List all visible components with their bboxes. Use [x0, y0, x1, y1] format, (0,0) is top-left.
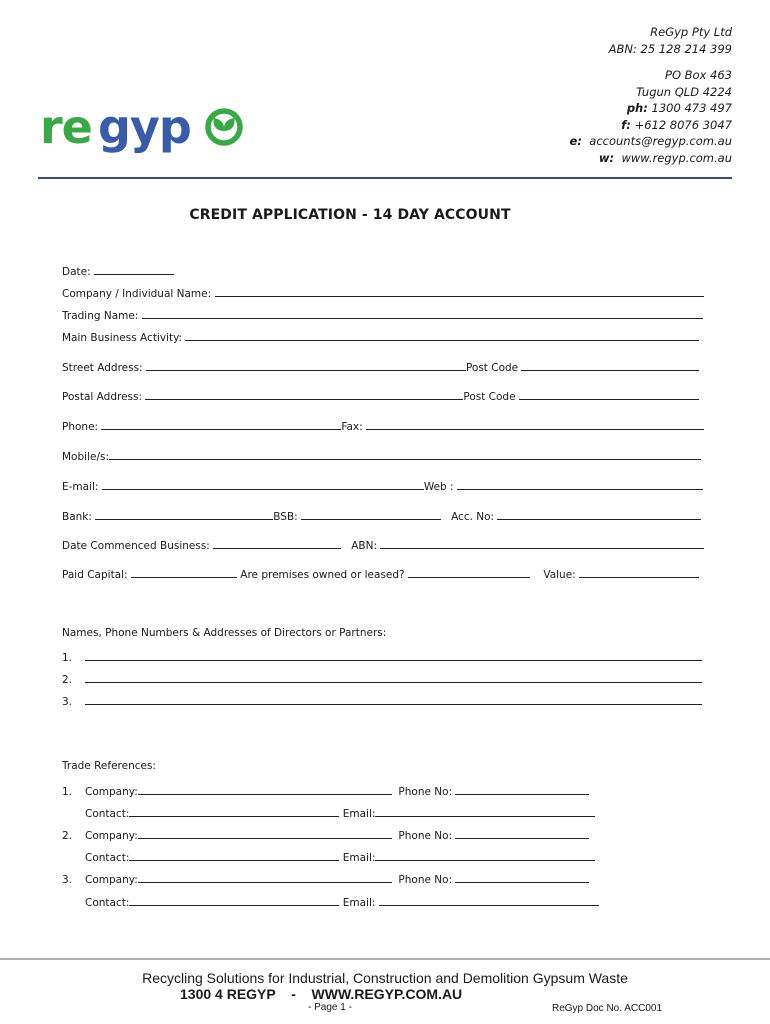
- postal-post-code-field[interactable]: [519, 388, 699, 400]
- directors-heading: Names, Phone Numbers & Addresses of Directors or Partners:: [62, 627, 387, 639]
- director-field-1[interactable]: [85, 649, 702, 661]
- company-name-row: [62, 285, 704, 300]
- regyp-logo-graphic: [40, 105, 246, 163]
- company-name: ReGyp Pty Ltd: [650, 25, 732, 39]
- trade-ref-2-contact-field[interactable]: [129, 849, 339, 861]
- postal-address-row: [62, 388, 699, 403]
- street-address-row: [62, 359, 699, 374]
- company-name-field[interactable]: [215, 285, 704, 297]
- trade-ref-2-phone-label: Phone No:: [398, 830, 453, 842]
- trade-ref-1-contact-label: Contact:: [85, 808, 130, 820]
- trade-ref-1-email-field[interactable]: [375, 805, 595, 817]
- date-row: [62, 263, 174, 278]
- abn-label: ABN:: [351, 540, 377, 552]
- phone-field[interactable]: [101, 418, 341, 430]
- footer-separator: -: [291, 986, 296, 1002]
- email-label: E-mail:: [62, 481, 99, 493]
- phone-fax-row: [62, 418, 704, 433]
- company-name-label: Company / Individual Name:: [62, 288, 212, 300]
- trade-ref-1-company-label: Company:: [85, 786, 138, 798]
- director-field-3[interactable]: [85, 693, 702, 705]
- trading-name-row: [62, 307, 703, 322]
- date-label: Date:: [62, 266, 91, 278]
- bank-label: Bank:: [62, 511, 92, 523]
- mobile-field[interactable]: [109, 448, 701, 460]
- main-business-field[interactable]: [185, 329, 699, 341]
- company-fax: f: +612 8076 3047: [621, 117, 732, 132]
- web-field[interactable]: [457, 478, 703, 490]
- trade-ref-2-contact-row: [85, 849, 595, 864]
- trade-ref-2-email-label: Email:: [342, 852, 376, 864]
- trade-ref-2-contact-label: Contact:: [85, 852, 130, 864]
- postal-address-field[interactable]: [145, 388, 463, 400]
- director-row-1: [62, 649, 702, 664]
- director-number-3: 3.: [62, 696, 73, 708]
- postal-address-label: Postal Address:: [62, 391, 143, 403]
- page-number: - Page 1 -: [308, 1002, 352, 1013]
- svg-text:re: re: [40, 105, 92, 154]
- main-business-row: [62, 329, 699, 344]
- trade-ref-1-contact-field[interactable]: [129, 805, 339, 817]
- street-post-code-field[interactable]: [521, 359, 699, 371]
- paid-capital-row: [62, 566, 699, 581]
- web-label: Web :: [423, 481, 454, 493]
- company-po-box: PO Box 463: [665, 68, 732, 82]
- trade-ref-3-contact-row: [85, 894, 599, 909]
- director-row-3: [62, 693, 702, 708]
- phone-label: Phone:: [62, 421, 99, 433]
- trade-ref-1-email-label: Email:: [342, 808, 376, 820]
- acc-no-label: Acc. No:: [451, 511, 495, 523]
- trade-ref-3-contact-label: Contact:: [85, 897, 130, 909]
- trade-ref-2-company-row: [62, 827, 589, 842]
- email-web-row: [62, 478, 703, 493]
- main-business-label: Main Business Activity:: [62, 332, 183, 344]
- date-commenced-field[interactable]: [213, 537, 341, 549]
- mobile-label: Mobile/s:: [62, 451, 109, 463]
- trade-ref-3-contact-field[interactable]: [129, 894, 339, 906]
- mobile-row: [62, 448, 701, 463]
- bsb-label: BSB:: [273, 511, 298, 523]
- trade-ref-3-email-field[interactable]: [379, 894, 599, 906]
- leaf-o-icon: [208, 111, 240, 143]
- doc-number: ReGyp Doc No. ACC001: [552, 1003, 663, 1014]
- date-commenced-row: [62, 537, 704, 552]
- premises-field[interactable]: [408, 566, 530, 578]
- trade-ref-1-company-field[interactable]: [138, 783, 392, 795]
- director-field-2[interactable]: [85, 671, 702, 683]
- director-row-2: [62, 671, 702, 686]
- trade-ref-2-company-field[interactable]: [138, 827, 392, 839]
- fax-label: Fax:: [341, 421, 363, 433]
- trade-ref-3-company-row: [62, 871, 589, 886]
- regyp-logo: [40, 105, 246, 167]
- svg-text:gyp: gyp: [98, 105, 191, 154]
- trading-name-label: Trading Name:: [62, 310, 139, 322]
- company-website[interactable]: w: www.regyp.com.au: [598, 150, 732, 165]
- trade-ref-3-company-field[interactable]: [138, 871, 392, 883]
- fax-field[interactable]: [366, 418, 704, 430]
- bsb-field[interactable]: [301, 508, 441, 520]
- trade-ref-1-contact-row: [85, 805, 595, 820]
- trade-references-heading: Trade References:: [62, 760, 156, 772]
- trade-ref-3-email-label: Email:: [342, 897, 376, 909]
- company-phone: ph: 1300 473 497: [626, 101, 732, 115]
- company-email[interactable]: e: accounts@regyp.com.au: [569, 134, 732, 148]
- street-address-field[interactable]: [146, 359, 466, 371]
- date-field[interactable]: [94, 263, 174, 275]
- company-contact-block: [570, 24, 732, 166]
- trade-ref-1-phone-field[interactable]: [455, 783, 589, 795]
- trade-ref-number-2: 2.: [62, 830, 73, 842]
- footer-phone: 1300 4 REGYP: [180, 986, 276, 1002]
- footer-divider: [0, 958, 770, 960]
- trading-name-field[interactable]: [142, 307, 703, 319]
- trade-ref-number-3: 3.: [62, 874, 73, 886]
- trade-ref-1-phone-label: Phone No:: [398, 786, 453, 798]
- trade-ref-2-company-label: Company:: [85, 830, 138, 842]
- value-field[interactable]: [579, 566, 699, 578]
- company-suburb: Tugun QLD 4224: [636, 84, 732, 99]
- trade-ref-2-email-field[interactable]: [375, 849, 595, 861]
- trade-ref-3-phone-field[interactable]: [455, 871, 589, 883]
- bank-row: [62, 508, 701, 523]
- director-number-2: 2.: [62, 674, 73, 686]
- street-post-code-label: Post Code: [465, 362, 519, 374]
- footer-tagline: Recycling Solutions for Industrial, Construction and Demolition Gypsum Waste: [142, 970, 628, 986]
- trade-ref-2-phone-field[interactable]: [455, 827, 589, 839]
- paid-capital-label: Paid Capital:: [62, 569, 128, 581]
- date-commenced-label: Date Commenced Business:: [62, 540, 210, 552]
- company-abn: ABN: 25 128 214 399: [608, 41, 732, 56]
- email-field[interactable]: [102, 478, 424, 490]
- footer-contact-line: [180, 986, 462, 1002]
- premises-label: Are premises owned or leased?: [240, 569, 405, 581]
- acc-no-field[interactable]: [497, 508, 701, 520]
- bank-field[interactable]: [95, 508, 273, 520]
- trade-ref-number-1: 1.: [62, 786, 73, 798]
- trade-ref-3-phone-label: Phone No:: [398, 874, 453, 886]
- trade-ref-3-company-label: Company:: [85, 874, 138, 886]
- value-label: Value:: [543, 569, 576, 581]
- footer-website[interactable]: WWW.REGYP.COM.AU: [311, 986, 463, 1002]
- postal-post-code-label: Post Code: [463, 391, 516, 403]
- trade-ref-1-company-row: [62, 783, 589, 798]
- street-address-label: Street Address:: [62, 362, 143, 374]
- director-number-1: 1.: [62, 652, 73, 664]
- page-title: CREDIT APPLICATION - 14 DAY ACCOUNT: [189, 207, 511, 223]
- abn-field[interactable]: [380, 537, 704, 549]
- header-divider: [38, 177, 732, 179]
- paid-capital-field[interactable]: [131, 566, 237, 578]
